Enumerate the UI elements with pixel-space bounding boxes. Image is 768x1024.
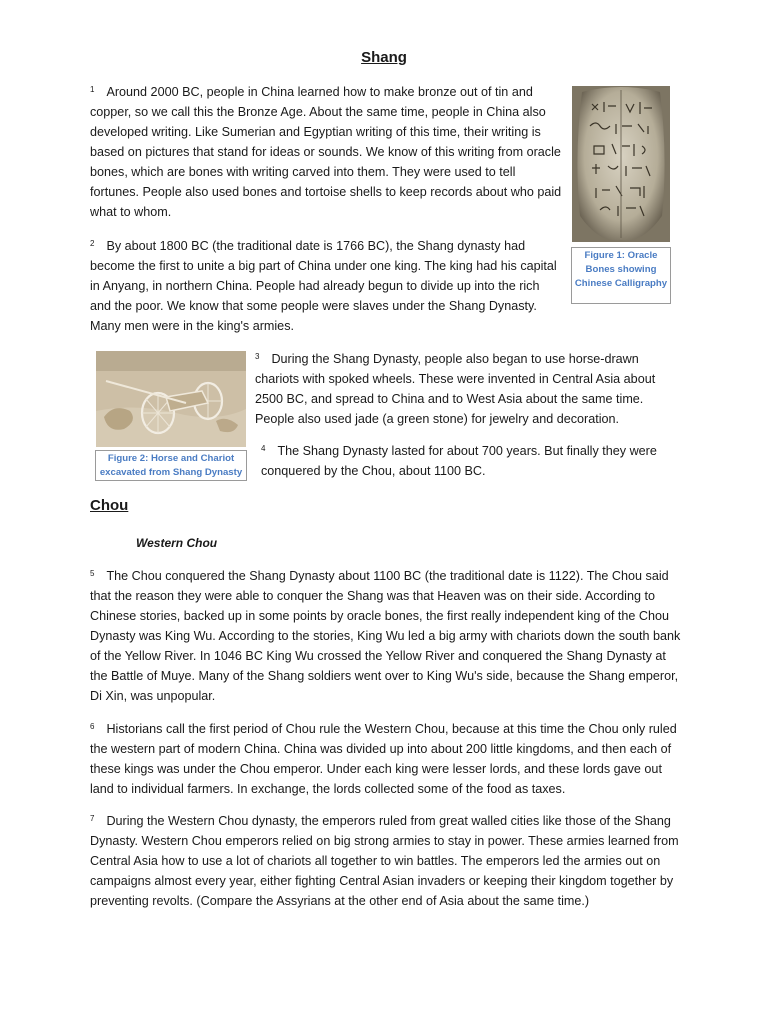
paragraph-text: During the Western Chou dynasty, the emperors ruled from great walled cities like those of the Shang Dynasty. Western Chou emperors relied on big strong armies to stay in power. These armies learned from Central Asia how to use a lot of chariots all together to win battles. The emperors led the armies out on campaigns almost every year, either fighting Central Asian invaders or keeping their kingdom together by preventing revolts. (Compare the Assyrians at the other end of Asia about the same time.) <box>90 814 679 908</box>
subsection-heading: Western Chou <box>136 536 218 550</box>
chariot-image <box>96 351 246 447</box>
paragraph-number: 1 <box>90 85 95 94</box>
paragraph-6 <box>90 719 685 799</box>
paragraph-3 <box>255 349 675 429</box>
paragraph-text: Around 2000 BC, people in China learned how to make bronze out of tin and copper, so we call this the Bronze Age. About the same time, people in China also developed writing. Like Sumerian and Egyptian writing of this time, their writing is based on pictures that stand for ideas or sounds. We know of this writing from oracle bones, which are bones with writing carved into them. They were used to tell fortunes. People also used bones and tortoise shells to keep records about who paid what to whom. <box>90 85 562 219</box>
paragraph-number: 3 <box>255 352 260 361</box>
figure-caption: Figure 2: Horse and Chariot excavated from Shang Dynasty <box>95 450 247 481</box>
section-heading: Chou <box>90 497 129 514</box>
paragraph-number: 7 <box>90 814 95 823</box>
paragraph-text: By about 1800 BC (the traditional date is 1766 BC), the Shang dynasty had become the first to unite a big part of China under one king. The king had his capital in Anyang, in northern China. People had already begun to divide up into the rich and the poor. We know that some people were slaves under the Shang Dynasty. Many men were in the king's armies. <box>90 239 557 333</box>
paragraph-5 <box>90 566 685 706</box>
paragraph-number: 4 <box>261 444 266 453</box>
figure-caption: Figure 1: Oracle Bones showing Chinese Calligraphy <box>571 247 671 304</box>
page-title: Shang <box>361 49 407 66</box>
paragraph-2 <box>90 236 562 336</box>
paragraph-number: 6 <box>90 722 95 731</box>
paragraph-7 <box>90 811 685 911</box>
paragraph-text: Historians call the first period of Chou rule the Western Chou, because at this time the Chou only ruled the western part of modern China. China was divided up into about 200 little kingdoms, and then each of these kings was under the Chou emperor. Under each king were lesser lords, and these lords gave out land to individual farmers. In exchange, the lords collected some of the food as taxes. <box>90 722 677 796</box>
paragraph-text: The Chou conquered the Shang Dynasty about 1100 BC (the traditional date is 1122). The Chou said that the reason they were able to conquer the Shang was that Heaven was on their side. According to Chinese stories, backed up in some points by oracle bones, the first really independent king of the Chou Dynasty was King Wu. According to the stories, King Wu led a big army with chariots down the south bank of the Yellow River. In 1046 BC King Wu crossed the Yellow River and conquered the Shang Dynasty at the Battle of Muye. Many of the Shang soldiers went over to King Wu's side, because the Shang emperor, Di Xin, was unpopular. <box>90 569 681 703</box>
paragraph-1 <box>90 82 562 222</box>
oracle-bone-image <box>572 86 670 242</box>
paragraph-4 <box>261 441 675 481</box>
paragraph-text: The Shang Dynasty lasted for about 700 years. But finally they were conquered by the Chou, about 1100 BC. <box>261 444 657 478</box>
paragraph-number: 5 <box>90 569 95 578</box>
paragraph-text: During the Shang Dynasty, people also began to use horse-drawn chariots with spoked wheels. These were invented in Central Asia about 2500 BC, and spread to China and to West Asia about the same time. People also used jade (a green stone) for jewelry and decoration. <box>255 352 656 426</box>
paragraph-number: 2 <box>90 239 95 248</box>
